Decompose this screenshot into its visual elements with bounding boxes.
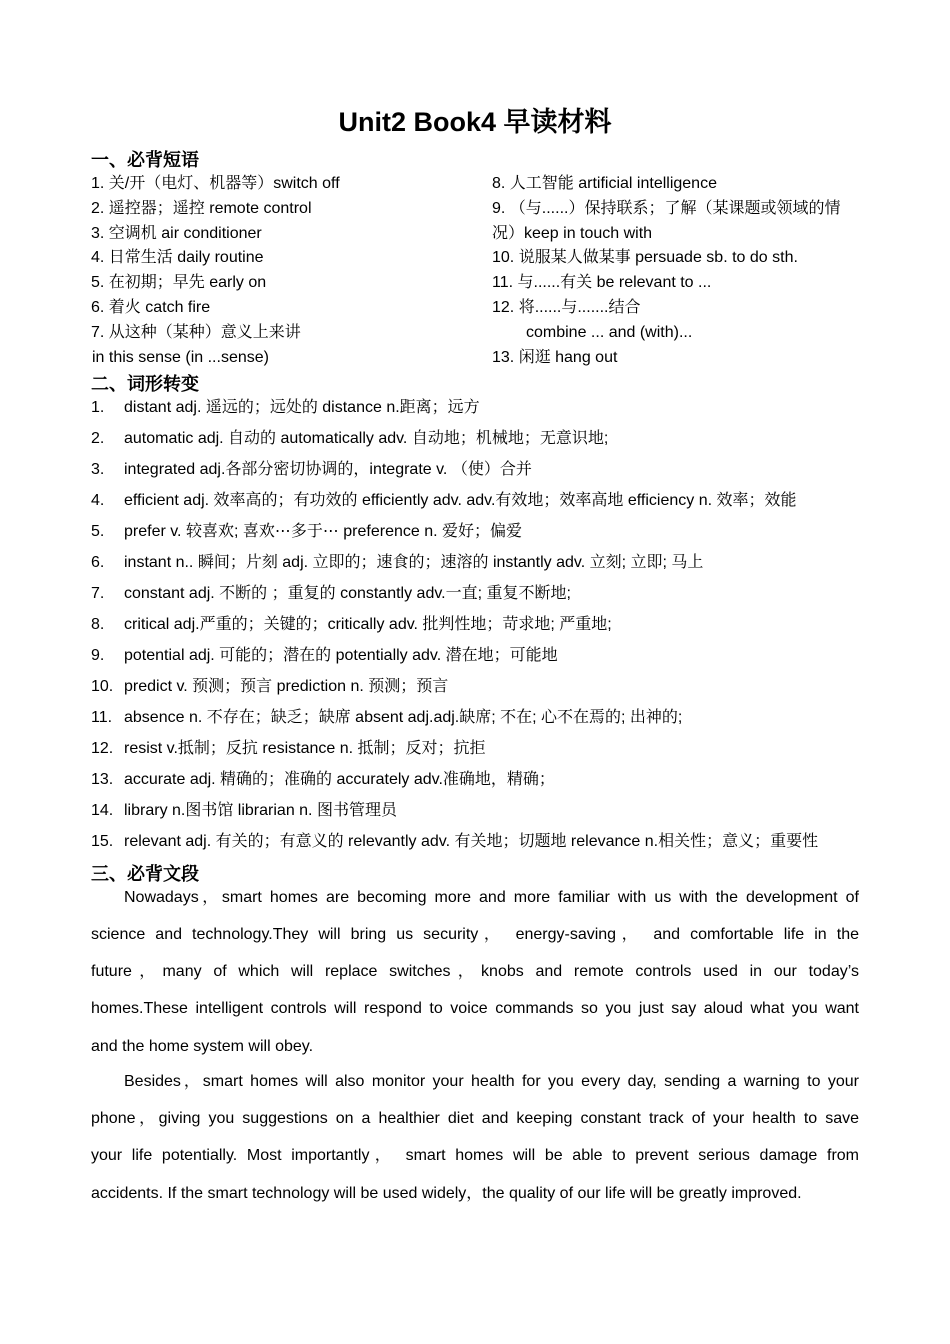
phrase-line: 2. 遥控器；遥控 remote control	[91, 200, 312, 217]
phrase-line: in this sense (in ...sense)	[92, 349, 269, 366]
phrase-line: 3. 空调机 air conditioner	[91, 225, 262, 242]
word-form-item	[91, 551, 703, 575]
passage-line: future，many of which will replace switches，knobs and remote controls used in our today’s	[91, 963, 859, 980]
word-form-item	[91, 582, 571, 606]
item-number: 14.	[91, 802, 114, 819]
item-number: 9.	[91, 647, 105, 664]
item-number: 1.	[91, 399, 105, 416]
word-form-item	[91, 458, 532, 482]
item-text: integrated adj.各部分密切协调的，integrate v. （使）合并	[124, 461, 532, 478]
item-text: accurate adj. 精确的；准确的 accurately adv.准确地，精确；	[124, 771, 555, 788]
phrase-line: 1. 关/开（电灯、机器等）switch off	[91, 175, 340, 192]
section-heading-phrases: 一、必背短语	[91, 150, 199, 170]
word-form-item	[91, 427, 608, 451]
item-number: 2.	[91, 430, 105, 447]
page-title: Unit2 Book4 早读材料	[338, 107, 612, 137]
item-text: resist v.抵制；反抗 resistance n. 抵制；反对；抗拒	[124, 740, 486, 757]
phrase-line: 6. 着火 catch fire	[91, 299, 211, 316]
section-heading-passage: 三、必背文段	[91, 864, 199, 884]
item-text: instant n.. 瞬间；片刻 adj. 立即的；速食的；速溶的 instantly adv. 立刻; 立即; 马上	[124, 554, 704, 571]
word-form-item	[91, 396, 480, 420]
passage-line: Nowadays，smart homes are becoming more and more familiar with us with the development of	[124, 889, 859, 906]
word-form-item	[91, 520, 522, 544]
passage-line: Besides，smart homes will also monitor your health for you every day, sending a warning to your	[124, 1073, 859, 1090]
phrase-line: 12. 将......与.......结合	[492, 299, 641, 316]
word-form-item	[91, 737, 486, 761]
passage-line: homes.These intelligent controls will respond to voice commands so you just say aloud what you want	[91, 1000, 859, 1017]
item-text: constant adj. 不断的 ；重复的 constantly adv.一直; 重复不断地;	[124, 585, 571, 602]
phrase-line: 10. 说服某人做某事 persuade sb. to do sth.	[492, 249, 798, 266]
item-text: library n.图书馆 librarian n. 图书管理员	[124, 802, 397, 819]
item-number: 5.	[91, 523, 105, 540]
item-text: efficient adj. 效率高的；有功效的 efficiently adv. adv.有效地；效率高地 efficiency n. 效率；效能	[124, 492, 797, 509]
passage-line: phone，giving you suggestions on a healthier diet and keeping constant track of your health to save	[91, 1110, 859, 1127]
item-number: 8.	[91, 616, 105, 633]
item-text: potential adj. 可能的；潜在的 potentially adv. 潜在地；可能地	[124, 647, 558, 664]
item-number: 12.	[91, 740, 114, 757]
word-form-item	[91, 830, 818, 854]
item-number: 4.	[91, 492, 105, 509]
item-number: 10.	[91, 678, 114, 695]
item-number: 11.	[91, 709, 113, 726]
phrase-line: combine ... and (with)...	[526, 324, 693, 341]
item-text: absence n. 不存在；缺乏；缺席 absent adj.adj.缺席; 不在; 心不在焉的; 出神的;	[124, 709, 683, 726]
phrase-line: 9. （与......）保持联系；了解（某课题或领域的情	[492, 200, 841, 217]
word-form-item	[91, 489, 796, 513]
item-number: 7.	[91, 585, 105, 602]
word-form-item	[91, 675, 448, 699]
phrase-line: 5. 在初期；早先 early on	[91, 274, 267, 291]
word-form-item	[91, 613, 612, 637]
phrase-line: 11. 与......有关 be relevant to ...	[492, 274, 712, 291]
item-text: relevant adj. 有关的；有意义的 relevantly adv. 有关地；切题地 relevance n.相关性；意义；重要性	[124, 833, 819, 850]
word-form-item	[91, 799, 397, 823]
item-text: distant adj. 遥远的；远处的 distance n.距离；远方	[124, 399, 480, 416]
item-text: automatic adj. 自动的 automatically adv. 自动地；机械地；无意识地;	[124, 430, 609, 447]
phrase-line: 7. 从这种（某种）意义上来讲	[91, 324, 301, 341]
item-text: predict v. 预测；预言 prediction n. 预测；预言	[124, 678, 449, 695]
passage-line: accidents. If the smart technology will be used widely，the quality of our life will be greatly improved.	[91, 1185, 802, 1202]
item-number: 6.	[91, 554, 105, 571]
phrase-line: 4. 日常生活 daily routine	[91, 249, 264, 266]
phrase-line: 况）keep in touch with	[492, 225, 653, 242]
passage-line: and the home system will obey.	[91, 1038, 314, 1055]
phrase-line: 8. 人工智能 artificial intelligence	[492, 175, 717, 192]
item-text: critical adj.严重的；关键的；critically adv. 批判性地；苛求地; 严重地;	[124, 616, 612, 633]
item-number: 3.	[91, 461, 105, 478]
word-form-item	[91, 644, 558, 668]
word-form-item	[91, 768, 555, 792]
item-number: 13.	[91, 771, 114, 788]
section-heading-word-forms: 二、词形转变	[91, 374, 199, 394]
word-form-item	[91, 706, 682, 730]
phrase-line: 13. 闲逛 hang out	[492, 349, 618, 366]
passage-line: your life potentially. Most importantly， smart homes will be able to prevent serious damage from	[91, 1147, 859, 1164]
passage-line: science and technology.They will bring us security， energy-saving， and comfortable life in the	[91, 926, 859, 943]
item-number: 15.	[91, 833, 114, 850]
item-text: prefer v. 较喜欢; 喜欢⋯多于⋯ preference n. 爱好；偏爱	[124, 523, 523, 540]
